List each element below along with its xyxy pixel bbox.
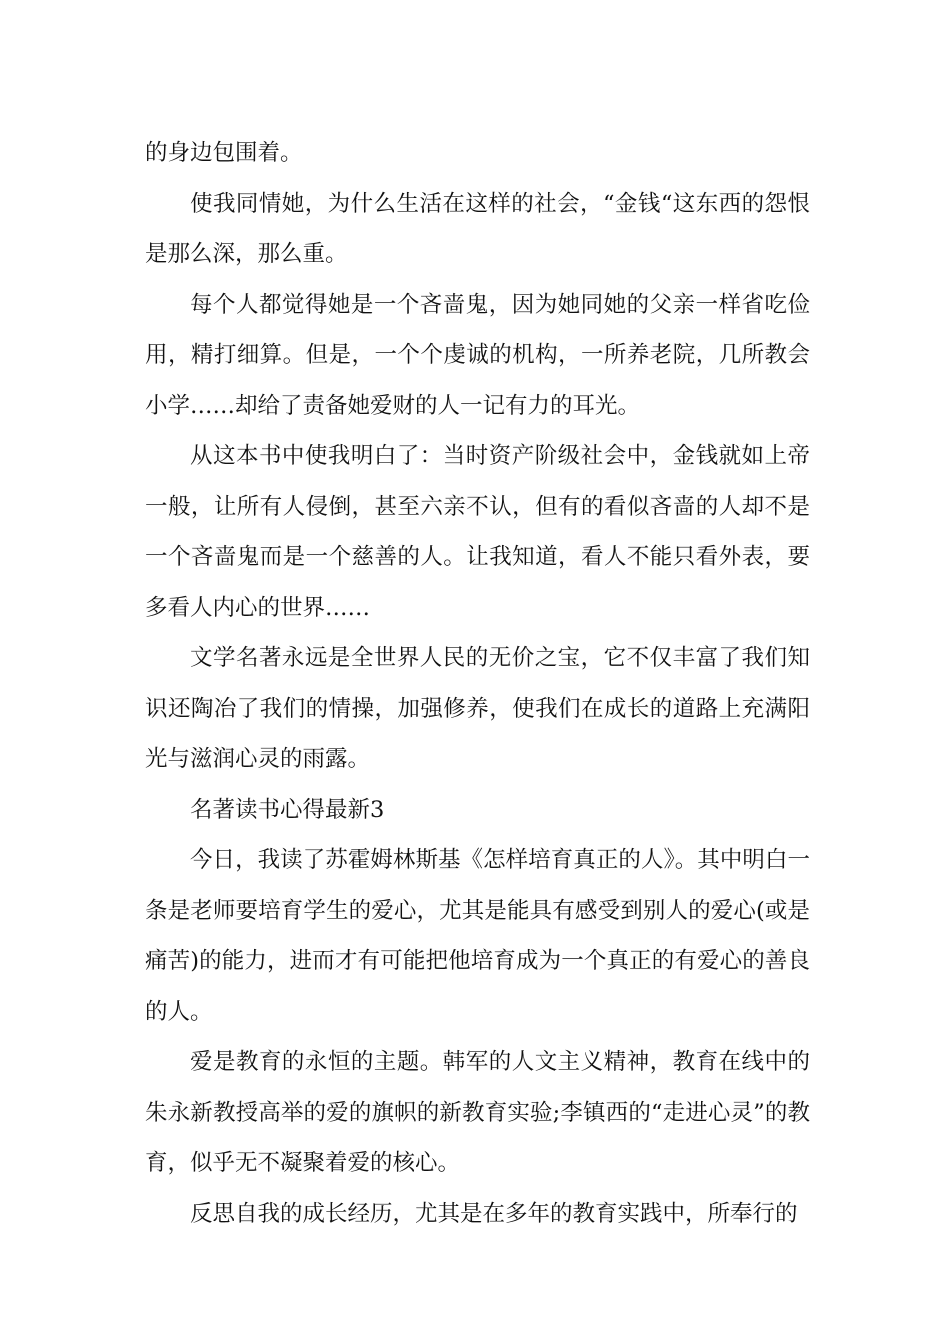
paragraph-continuation: 的身边包围着。 (145, 140, 303, 166)
paragraph: 从这本书中使我明白了：当时资产阶级社会中，金钱就如上帝一般，让所有人侵倒，甚至六亲不认，但有的看似吝啬的人却不是一个吝啬鬼而是一个慈善的人。让我知道，看人不能只看外表，要多看人内心的世界…… (145, 443, 810, 621)
section-heading: 名著读书心得最新3 (190, 796, 385, 823)
paragraph: 今日，我读了苏霍姆林斯基《怎样培育真正的人》。其中明白一条是老师要培育学生的爱心，尤其是能具有感受到别人的爱心(或是痛苦)的能力，进而才有可能把他培育成为一个真正的有爱心的善良的人。 (145, 847, 810, 1025)
paragraph: 爱是教育的永恒的主题。韩军的人文主义精神，教育在线中的朱永新教授高举的爱的旗帜的新教育实验;李镇西的“走进心灵”的教育，似乎无不凝聚着爱的核心。 (145, 1049, 810, 1176)
paragraph: 文学名著永远是全世界人民的无价之宝，它不仅丰富了我们知识还陶冶了我们的情操，加强修养，使我们在成长的道路上充满阳光与滋润心灵的雨露。 (145, 645, 810, 772)
paragraph: 每个人都觉得她是一个吝啬鬼，因为她同她的父亲一样省吃俭用，精打细算。但是，一个个虔诚的机构，一所养老院，几所教会小学……却给了责备她爱财的人一记有力的耳光。 (145, 291, 810, 419)
paragraph: 反思自我的成长经历，尤其是在多年的教育实践中，所奉行的 (190, 1200, 798, 1227)
document-body (145, 128, 810, 1239)
paragraph: 使我同情她，为什么生活在这样的社会，“金钱“这东西的怨恨是那么深，那么重。 (145, 190, 810, 267)
